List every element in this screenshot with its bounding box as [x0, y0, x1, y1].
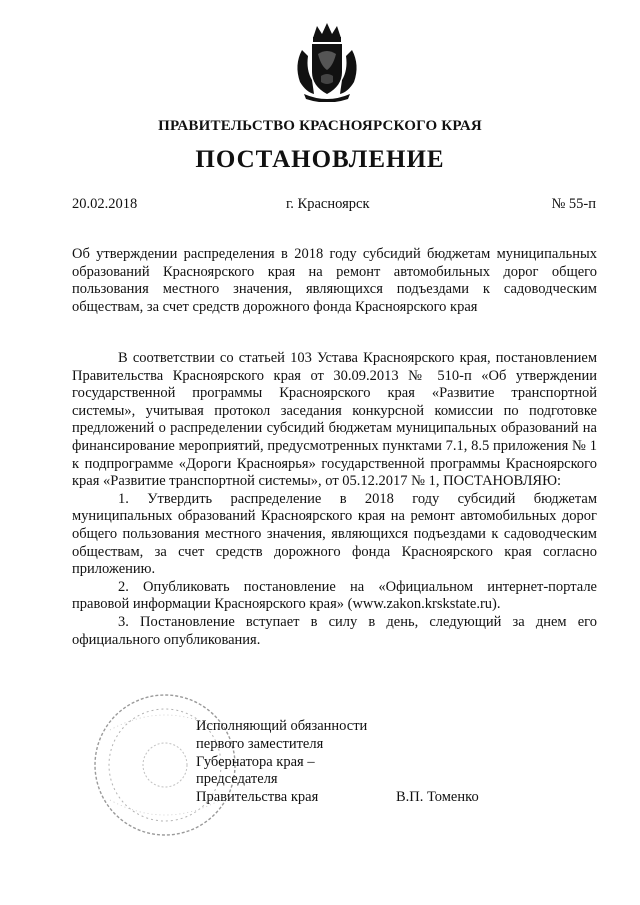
signatory-position [196, 718, 367, 807]
document-date: 20.02.2018 [72, 196, 138, 212]
body-item-1: 1. Утвердить распределение в 2018 году субсидий бюджетам муниципальных образований Красноярского края на ремонт автомобильных дорог общего пользования местного значения, являющихся подъездами к садоводческим обществам, за счет средств дорожного фонда Красноярского края согласно приложению. [72, 490, 597, 578]
body-item-3: 3. Постановление вступает в силу в день, следующий за днем его официального опубликования. [72, 613, 597, 648]
signatory-position-line: первого заместителя [196, 735, 324, 752]
signatory-position-line: председателя [196, 771, 278, 788]
document-number: № 55-п [551, 196, 596, 212]
document-subject: Об утверждении распределения в 2018 году субсидий бюджетам муниципальных образований Красноярского края на ремонт автомобильных дорог общего пользования местного значения, являющихся подъездами к садоводческим обществам, за счет средств дорожного фонда Красноярского края [72, 246, 597, 315]
signatory-position-line: Исполняющий обязанности [196, 718, 368, 734]
signer-name: В.П. Томенко [396, 789, 479, 805]
body-preamble: В соответствии со статьей 103 Устава Красноярского края, постановлением Правительства Красноярского края от 30.09.2013 № 510-п «Об утверждении государственной программы Красноярского края «Развитие транспортной системы», учитывая протокол заседания конкурсной комиссии по подготовке предложений о распределении субсидий бюджетам муниципальных образований на финансирование мероприятий, предусмотренных пунктами 7.1, 8.5 приложения № 1 к подпрограмме «Дороги Красноярья» государственной программы Красноярского края «Развитие транспортной системы», от 05.12.2017 № 1, ПОСТАНОВЛЯЮ: [72, 350, 597, 490]
coat-of-arms-icon [288, 20, 366, 102]
signatory-position-line: Правительства края [196, 789, 319, 806]
document-body [72, 350, 597, 649]
body-item-2: 2. Опубликовать постановление на «Официальном интернет-портале правовой информации Красноярского края» (www.zakon.krskstate.ru). [72, 578, 597, 613]
organization-title: ПРАВИТЕЛЬСТВО КРАСНОЯРСКОГО КРАЯ [158, 118, 482, 134]
document-type-title: ПОСТАНОВЛЕНИЕ [195, 146, 445, 173]
signatory-position-line: Губернатора края – [196, 753, 315, 770]
document-city: г. Красноярск [286, 196, 370, 212]
